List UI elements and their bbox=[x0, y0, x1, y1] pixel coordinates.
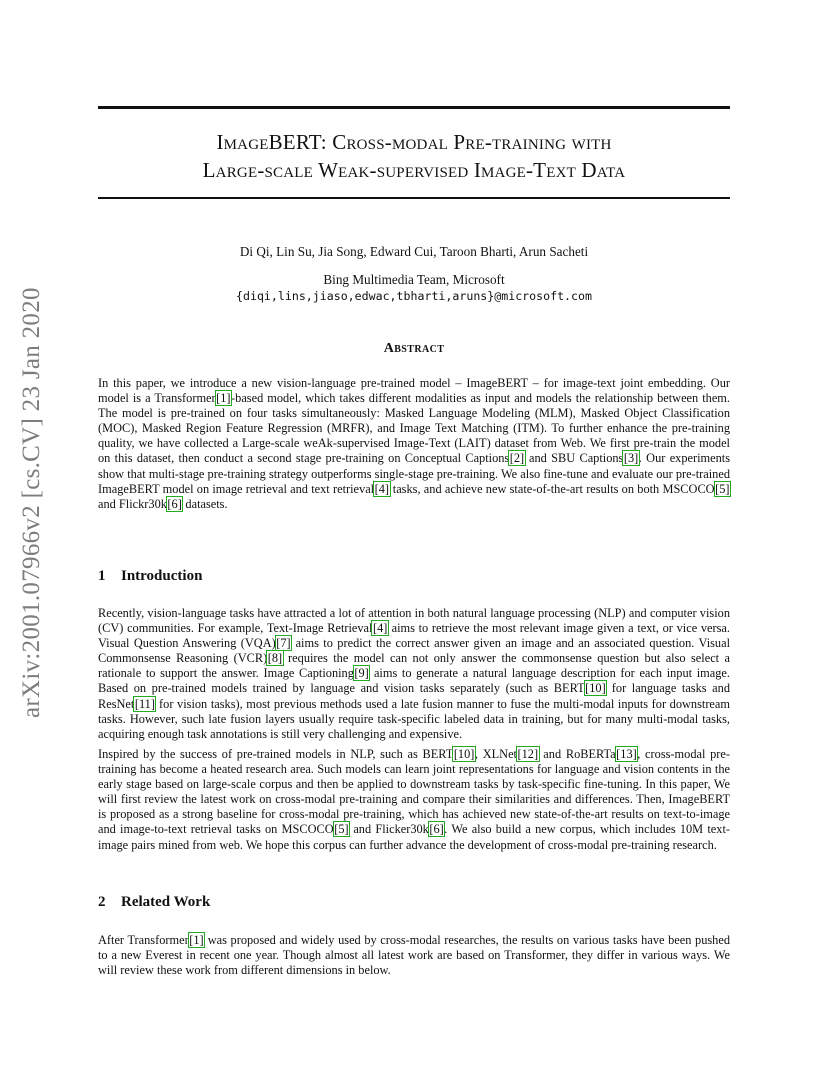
text-segment: . Our experiments show that multi-stage pre-training strategy outperforms single-stage pre-training. We also fine-tune and evaluate our pre-trained ImageBERT model on image retrieval and text retrieval bbox=[98, 451, 731, 496]
title-line-1: ImageBERT: Cross-modal Pre-training with bbox=[216, 130, 612, 154]
section-title: Introduction bbox=[121, 568, 203, 584]
section-number: 2 bbox=[98, 894, 106, 910]
citation-link[interactable]: [4] bbox=[372, 621, 388, 636]
citation-link[interactable]: [13] bbox=[616, 747, 637, 761]
intro-paragraph-1 bbox=[98, 606, 730, 742]
text-segment: Inspired by the success of pre-trained models in NLP, such as BERT bbox=[98, 747, 454, 761]
citation-link[interactable]: [1] bbox=[189, 933, 204, 947]
citation-link[interactable]: [1] bbox=[216, 391, 231, 406]
text-segment: . We also build a new corpus, which includes 10M text-image pairs mined from web. We hope this corpus can further advance the development of cross-modal pre-training research. bbox=[98, 822, 730, 852]
title-line-2: Large-scale Weak-supervised Image-Text Data bbox=[202, 158, 626, 182]
affiliation: Bing Multimedia Team, Microsoft bbox=[323, 272, 505, 287]
text-segment: tasks, and achieve new state-of-the-art results on both MSCOCO bbox=[389, 481, 715, 496]
citation-link[interactable]: [6] bbox=[167, 496, 182, 511]
text-segment: Recently, vision-language tasks have attracted a lot of attention in both natural language processing (NLP) and computer vision (CV) communities. For example, Text-Image Retrieval bbox=[98, 606, 730, 636]
arxiv-stamp: arXiv:2001.07966v2 [cs.CV] 23 Jan 2020 bbox=[18, 287, 45, 718]
text-segment: aims to generate a natural language description for each input image. Based on pre-trained models trained by language and vision tasks separately (such as BERT bbox=[98, 666, 730, 696]
author-list: Di Qi, Lin Su, Jia Song, Edward Cui, Taroon Bharti, Arun Sacheti bbox=[239, 244, 589, 259]
section-number: 1 bbox=[98, 568, 106, 584]
citation-link[interactable]: [6] bbox=[429, 822, 444, 837]
abstract-heading: Abstract bbox=[383, 341, 445, 356]
citation-link[interactable]: [2] bbox=[509, 451, 525, 466]
text-segment: for language tasks and ResNet bbox=[98, 681, 730, 711]
text-segment: datasets. bbox=[182, 496, 228, 511]
text-segment: and RoBERTa bbox=[538, 747, 616, 761]
citation-link[interactable]: [7] bbox=[276, 636, 291, 651]
author-emails: {diqi,lins,jiaso,edwac,tbharti,aruns}@microsoft.com bbox=[236, 289, 592, 303]
citation-link[interactable]: [5] bbox=[334, 822, 349, 837]
text-segment: and SBU Captions bbox=[524, 451, 624, 466]
text-segment: for vision tasks), most previous methods used a late fusion manner to fuse the multi-modal inputs for downstream tasks. However, such late fusion layers usually require task-specific labeled data in training, but for many multi-modal tasks, acquiring enough task annotations is still very challenging and expensive. bbox=[98, 696, 730, 741]
section-heading-introduction bbox=[98, 568, 730, 585]
text-segment: After Transformer bbox=[98, 933, 189, 947]
text-segment: , XLNet bbox=[474, 747, 517, 761]
text-segment: was proposed and widely used by cross-modal researches, the results on various tasks have been pushed to a new Everest in recent one year. Though almost all latest work are based on Transformer, they differ in various ways. We will review these work from different dimensions in below. bbox=[98, 933, 730, 978]
text-segment: aims to predict the correct answer given an image and an associated question. Visual Commonsense Reasoning (VCR) bbox=[98, 636, 731, 666]
paper-title bbox=[98, 128, 730, 184]
abstract-text bbox=[98, 376, 730, 512]
citation-link[interactable]: [3] bbox=[623, 451, 639, 466]
section-heading-related-work bbox=[98, 894, 730, 911]
citation-link[interactable]: [5] bbox=[715, 481, 730, 496]
citation-link[interactable]: [8] bbox=[267, 651, 283, 666]
intro-paragraph-2 bbox=[98, 747, 730, 853]
text-segment: In this paper, we introduce a new vision-language pre-trained model – ImageBERT – for image-text joint embedding. Our model is a Transformer bbox=[98, 376, 730, 406]
text-segment: aims to retrieve the most relevant image given a text, or vice versa. Visual Question Answering (VQA) bbox=[98, 621, 730, 651]
citation-link[interactable]: [4] bbox=[374, 481, 390, 496]
title-rule-bottom bbox=[98, 197, 730, 199]
text-segment: and Flicker30k bbox=[349, 822, 429, 837]
citation-link[interactable]: [11] bbox=[134, 696, 155, 711]
related-work-paragraph-1 bbox=[98, 933, 730, 978]
title-rule-top bbox=[98, 106, 730, 109]
citation-link[interactable]: [10] bbox=[585, 681, 606, 696]
text-segment: requires the model can not only answer the commonsense question but also select a rationale to support the answer. Image Captioning bbox=[98, 651, 730, 681]
section-title: Related Work bbox=[121, 894, 211, 910]
citation-link[interactable]: [9] bbox=[354, 666, 369, 681]
text-segment: -based model, which takes different modalities as input and models the relationship between them. The model is pre-trained on four tasks simultaneously: Masked Language Modeling (MLM), Masked Object Classification (MOC), Masked Region Feature Regression (MRFR), and Image Text Matching (ITM). To further enhance the pre-training quality, we have collected a Large-scale weAk-supervised Image-Text (LAIT) dataset from Web. We first pre-train the model on this dataset, then conduct a second stage pre-training on Conceptual Captions bbox=[98, 391, 730, 466]
text-segment: , cross-modal pre-training has become a heated research area. Such models can learn joint representations for language and vision contents in the early stage based on large-scale corpus and then be applied to downstream tasks by task-specific fine-tuning. In this paper, We will first review the latest work on cross-modal pre-training and compare their similarities and differences. Then, ImageBERT is proposed as a strong baseline for cross-modal pre-training, which has achieved new state-of-the-art results on text-to-image and image-to-text retrieval tasks on MSCOCO bbox=[98, 747, 730, 837]
text-segment: and Flickr30k bbox=[98, 496, 167, 511]
citation-link[interactable]: [12] bbox=[517, 747, 539, 761]
citation-link[interactable]: [10] bbox=[453, 747, 475, 761]
